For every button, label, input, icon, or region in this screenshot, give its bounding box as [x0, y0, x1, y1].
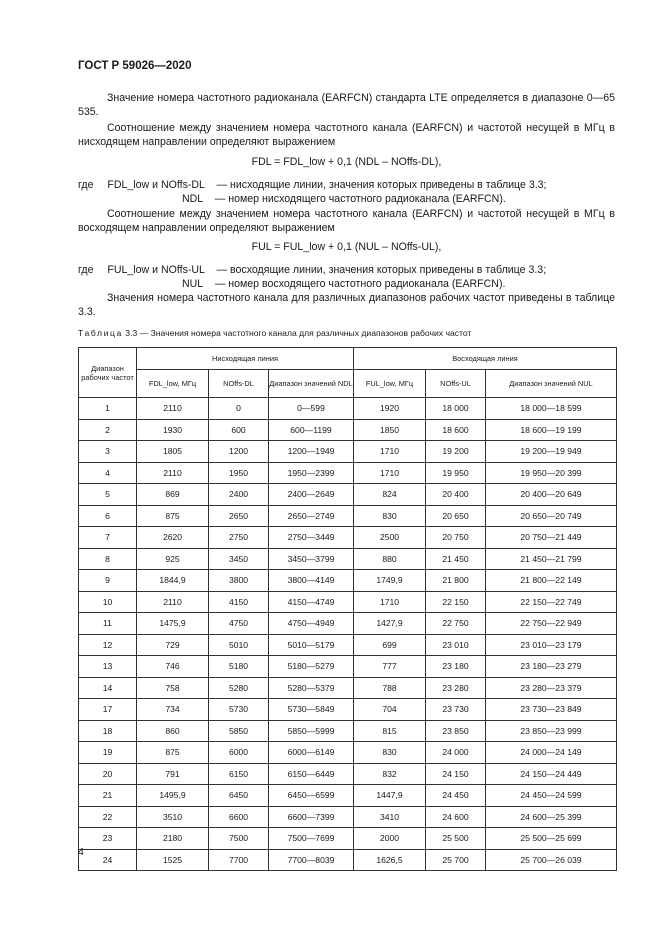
- table-cell: 22 750—22 949: [486, 613, 617, 635]
- formula-uplink: FUL = FUL_low + 0,1 (NUL – NOffs-UL),: [251, 241, 442, 253]
- table-cell: 2650—2749: [269, 505, 354, 527]
- table-cell: 24 450—24 599: [486, 785, 617, 807]
- table-cell: 5280: [209, 677, 269, 699]
- table-cell: 9: [79, 570, 137, 592]
- where-description: нисходящие линии, значения которых приведены в таблице 3.3;: [230, 179, 547, 191]
- table-cell: 20 750—21 449: [486, 527, 617, 549]
- table-row: [79, 570, 617, 592]
- table-cell: 24 600—25 399: [486, 806, 617, 828]
- table-cell: 20 400: [426, 484, 486, 506]
- where-dash: —: [216, 179, 228, 191]
- table-cell: 1710: [354, 462, 426, 484]
- where-description: номер нисходящего частотного радиоканала (EARFCN).: [228, 193, 506, 205]
- table-cell: 832: [354, 763, 426, 785]
- table-cell: 5010: [209, 634, 269, 656]
- table-cell: 4750: [209, 613, 269, 635]
- where-term: FUL_low и NOffs-UL: [107, 264, 205, 276]
- where-ful-low: [78, 263, 546, 277]
- paragraph-uplink-relation: Соотношение между значением номера частотного канала (EARFCN) и частотой несущей в МГц в восходящем направлении определяют выражением: [78, 208, 615, 234]
- table-cell: 5850—5999: [269, 720, 354, 742]
- table-cell: 23 280: [426, 677, 486, 699]
- table-cell: 23 850: [426, 720, 486, 742]
- table-cell: 1805: [137, 441, 209, 463]
- table-cell: 24 000: [426, 742, 486, 764]
- table-cell: 2110: [137, 462, 209, 484]
- table-cell: 1626,5: [354, 849, 426, 871]
- table-cell: 1525: [137, 849, 209, 871]
- header-ful-low: FUL_low, МГц: [354, 370, 426, 398]
- table-cell: 11: [79, 613, 137, 635]
- table-cell: 18: [79, 720, 137, 742]
- table-cell: 3450: [209, 548, 269, 570]
- table-cell: 1950: [209, 462, 269, 484]
- table-cell: 1844,9: [137, 570, 209, 592]
- where-term: NDL: [182, 193, 203, 205]
- table-cell: 1850: [354, 419, 426, 441]
- table-cell: 3450—3799: [269, 548, 354, 570]
- table-row: [79, 591, 617, 613]
- table-row: [79, 548, 617, 570]
- table-cell: 875: [137, 505, 209, 527]
- table-cell: 1710: [354, 591, 426, 613]
- table-cell: 21 800—22 149: [486, 570, 617, 592]
- where-ndl: [182, 192, 506, 206]
- table-cell: 2180: [137, 828, 209, 850]
- table-cell: 600—1199: [269, 419, 354, 441]
- table-cell: 0: [209, 398, 269, 420]
- table-cell: 24 450: [426, 785, 486, 807]
- where-description: номер восходящего частотного радиоканала (EARFCN).: [228, 278, 506, 290]
- table-cell: 20 400—20 649: [486, 484, 617, 506]
- table-cell: 7700—8039: [269, 849, 354, 871]
- table-cell: 19 950—20 399: [486, 462, 617, 484]
- table-cell: 6: [79, 505, 137, 527]
- table-cell: 1710: [354, 441, 426, 463]
- table-cell: 3: [79, 441, 137, 463]
- table-cell: 5180—5279: [269, 656, 354, 678]
- table-cell: 880: [354, 548, 426, 570]
- table-cell: 19 950: [426, 462, 486, 484]
- table-cell: 18 000: [426, 398, 486, 420]
- header-band: Диапазон рабочих частот: [79, 348, 137, 398]
- table-cell: 24 600: [426, 806, 486, 828]
- table-cell: 830: [354, 505, 426, 527]
- table-cell: 13: [79, 656, 137, 678]
- table-cell: 2110: [137, 591, 209, 613]
- table-cell: 2500: [354, 527, 426, 549]
- table-caption: [78, 328, 471, 338]
- table-cell: 25 700—26 039: [486, 849, 617, 871]
- table-row: [79, 441, 617, 463]
- table-cell: 21 450—21 799: [486, 548, 617, 570]
- table-cell: 5730: [209, 699, 269, 721]
- table-cell: 5280—5379: [269, 677, 354, 699]
- table-row: [79, 398, 617, 420]
- table-cell: 6150—6449: [269, 763, 354, 785]
- table-cell: 4150—4749: [269, 591, 354, 613]
- table-cell: 2400—2649: [269, 484, 354, 506]
- paragraph-earfcn-range: Значение номера частотного радиоканала (EARFCN) стандарта LTE определяется в диапазоне 0—65 535.: [78, 92, 615, 118]
- header-fdl-low: FDL_low, МГц: [137, 370, 209, 398]
- table-cell: 21 800: [426, 570, 486, 592]
- table-cell: 824: [354, 484, 426, 506]
- table-cell: 19 200: [426, 441, 486, 463]
- table-cell: 2750: [209, 527, 269, 549]
- where-dash: —: [214, 278, 226, 290]
- table-cell: 23 180—23 279: [486, 656, 617, 678]
- table-cell: 7: [79, 527, 137, 549]
- table-cell: 6000—6149: [269, 742, 354, 764]
- where-prefix: где: [78, 179, 94, 191]
- table-cell: 10: [79, 591, 137, 613]
- header-uplink: Восходящая линия: [354, 348, 617, 370]
- table-cell: 23 850—23 999: [486, 720, 617, 742]
- table-cell: 14: [79, 677, 137, 699]
- table-cell: 875: [137, 742, 209, 764]
- table-cell: 1447,9: [354, 785, 426, 807]
- table-cell: 729: [137, 634, 209, 656]
- table-row: [79, 828, 617, 850]
- table-row: [79, 677, 617, 699]
- table-cell: 3510: [137, 806, 209, 828]
- table-cell: 4750—4949: [269, 613, 354, 635]
- table-cell: 704: [354, 699, 426, 721]
- table-cell: 20: [79, 763, 137, 785]
- table-row: [79, 419, 617, 441]
- table-cell: 4: [79, 462, 137, 484]
- table-cell: 699: [354, 634, 426, 656]
- table-cell: 24 000—24 149: [486, 742, 617, 764]
- table-cell: 5850: [209, 720, 269, 742]
- table-cell: 869: [137, 484, 209, 506]
- table-row: [79, 699, 617, 721]
- table-cell: 22 150—22 749: [486, 591, 617, 613]
- table-cell: 2110: [137, 398, 209, 420]
- table-caption-text: 3.3 — Значения номера частотного канала для различных диапазонов рабочих частот: [125, 328, 472, 338]
- table-cell: 860: [137, 720, 209, 742]
- table-cell: 7700: [209, 849, 269, 871]
- table-cell: 5730—5849: [269, 699, 354, 721]
- table-cell: 1475,9: [137, 613, 209, 635]
- table-cell: 6450: [209, 785, 269, 807]
- table-cell: 1200—1949: [269, 441, 354, 463]
- table-row: [79, 484, 617, 506]
- table-row: [79, 806, 617, 828]
- table-cell: 1950—2399: [269, 462, 354, 484]
- table-cell: 23 010: [426, 634, 486, 656]
- table-cell: 20 650—20 749: [486, 505, 617, 527]
- paragraph-downlink-relation: Соотношение между значением номера частотного канала (EARFCN) и частотой несущей в МГц в нисходящем направлении определяют выражением: [78, 122, 615, 148]
- table-row: [79, 763, 617, 785]
- table-cell: 25 700: [426, 849, 486, 871]
- paragraph-table-reference: Значения номера частотного канала для различных диапазонов рабочих частот приведены в таблице 3.3.: [78, 292, 615, 318]
- table-cell: 1920: [354, 398, 426, 420]
- earfcn-table: [78, 347, 617, 871]
- table-cell: 2750—3449: [269, 527, 354, 549]
- header-ndl-range: Диапазон значений NDL: [269, 370, 354, 398]
- table-row: [79, 656, 617, 678]
- table-cell: 5010—5179: [269, 634, 354, 656]
- table-cell: 1930: [137, 419, 209, 441]
- where-prefix: где: [78, 264, 94, 276]
- table-cell: 21: [79, 785, 137, 807]
- where-description: восходящие линии, значения которых приведены в таблице 3.3;: [230, 264, 547, 276]
- table-row: [79, 720, 617, 742]
- table-cell: 6450—6599: [269, 785, 354, 807]
- table-cell: 24: [79, 849, 137, 871]
- table-cell: 7500—7699: [269, 828, 354, 850]
- table-cell: 2: [79, 419, 137, 441]
- formula-downlink: FDL = FDL_low + 0,1 (NDL – NOffs-DL),: [251, 156, 442, 168]
- table-cell: 600: [209, 419, 269, 441]
- where-term: NUL: [182, 278, 203, 290]
- table-cell: 18 600: [426, 419, 486, 441]
- table-cell: 6600—7399: [269, 806, 354, 828]
- table-cell: 22 150: [426, 591, 486, 613]
- table-cell: 5: [79, 484, 137, 506]
- table-cell: 2400: [209, 484, 269, 506]
- table-cell: 6600: [209, 806, 269, 828]
- table-cell: 758: [137, 677, 209, 699]
- table-cell: 6150: [209, 763, 269, 785]
- table-cell: 1427,9: [354, 613, 426, 635]
- table-cell: 23 180: [426, 656, 486, 678]
- table-cell: 23 010—23 179: [486, 634, 617, 656]
- table-cell: 23: [79, 828, 137, 850]
- table-cell: 1200: [209, 441, 269, 463]
- table-cell: 791: [137, 763, 209, 785]
- where-term: FDL_low и NOffs-DL: [107, 179, 205, 191]
- document-code: ГОСТ Р 59026—2020: [78, 60, 192, 72]
- where-dash: —: [216, 264, 228, 276]
- table-cell: 0—599: [269, 398, 354, 420]
- table-cell: 18 600—19 199: [486, 419, 617, 441]
- table-cell: 19 200—19 949: [486, 441, 617, 463]
- table-cell: 925: [137, 548, 209, 570]
- table-row: [79, 634, 617, 656]
- table-row: [79, 505, 617, 527]
- header-nul-range: Диапазон значений NUL: [486, 370, 617, 398]
- table-cell: 4150: [209, 591, 269, 613]
- table-cell: 20 650: [426, 505, 486, 527]
- table-cell: 22 750: [426, 613, 486, 635]
- table-cell: 25 500—25 699: [486, 828, 617, 850]
- header-noffs-dl: NOffs-DL: [209, 370, 269, 398]
- table-cell: 3410: [354, 806, 426, 828]
- table-cell: 2000: [354, 828, 426, 850]
- table-cell: 1495,9: [137, 785, 209, 807]
- table-cell: 8: [79, 548, 137, 570]
- table-cell: 788: [354, 677, 426, 699]
- table-cell: 24 150: [426, 763, 486, 785]
- table-cell: 3800—4149: [269, 570, 354, 592]
- table-cell: 23 280—23 379: [486, 677, 617, 699]
- table-cell: 2620: [137, 527, 209, 549]
- header-noffs-ul: NOffs-UL: [426, 370, 486, 398]
- table-cell: 23 730—23 849: [486, 699, 617, 721]
- table-cell: 20 750: [426, 527, 486, 549]
- table-cell: 21 450: [426, 548, 486, 570]
- table-cell: 22: [79, 806, 137, 828]
- table-cell: 18 000—18 599: [486, 398, 617, 420]
- table-row: [79, 613, 617, 635]
- table-cell: 746: [137, 656, 209, 678]
- table-cell: 734: [137, 699, 209, 721]
- table-cell: 3800: [209, 570, 269, 592]
- table-row: [79, 462, 617, 484]
- table-row: [79, 785, 617, 807]
- table-cell: 17: [79, 699, 137, 721]
- table-cell: 23 730: [426, 699, 486, 721]
- table-row: [79, 527, 617, 549]
- table-cell: 7500: [209, 828, 269, 850]
- header-downlink: Нисходящая линия: [137, 348, 354, 370]
- table-cell: 5180: [209, 656, 269, 678]
- table-body: [79, 398, 617, 871]
- table-cell: 6000: [209, 742, 269, 764]
- table-caption-label: Таблица: [78, 328, 123, 338]
- table-cell: 2650: [209, 505, 269, 527]
- table-cell: 830: [354, 742, 426, 764]
- table-cell: 24 150—24 449: [486, 763, 617, 785]
- table-cell: 1749,9: [354, 570, 426, 592]
- table-cell: 25 500: [426, 828, 486, 850]
- where-fdl-low: [78, 178, 547, 192]
- table-row: [79, 849, 617, 871]
- table-cell: 12: [79, 634, 137, 656]
- where-dash: —: [214, 193, 226, 205]
- where-nul: [182, 277, 505, 291]
- table-cell: 1: [79, 398, 137, 420]
- page-number: 4: [78, 846, 84, 858]
- table-cell: 19: [79, 742, 137, 764]
- table-cell: 777: [354, 656, 426, 678]
- table-row: [79, 742, 617, 764]
- table-cell: 815: [354, 720, 426, 742]
